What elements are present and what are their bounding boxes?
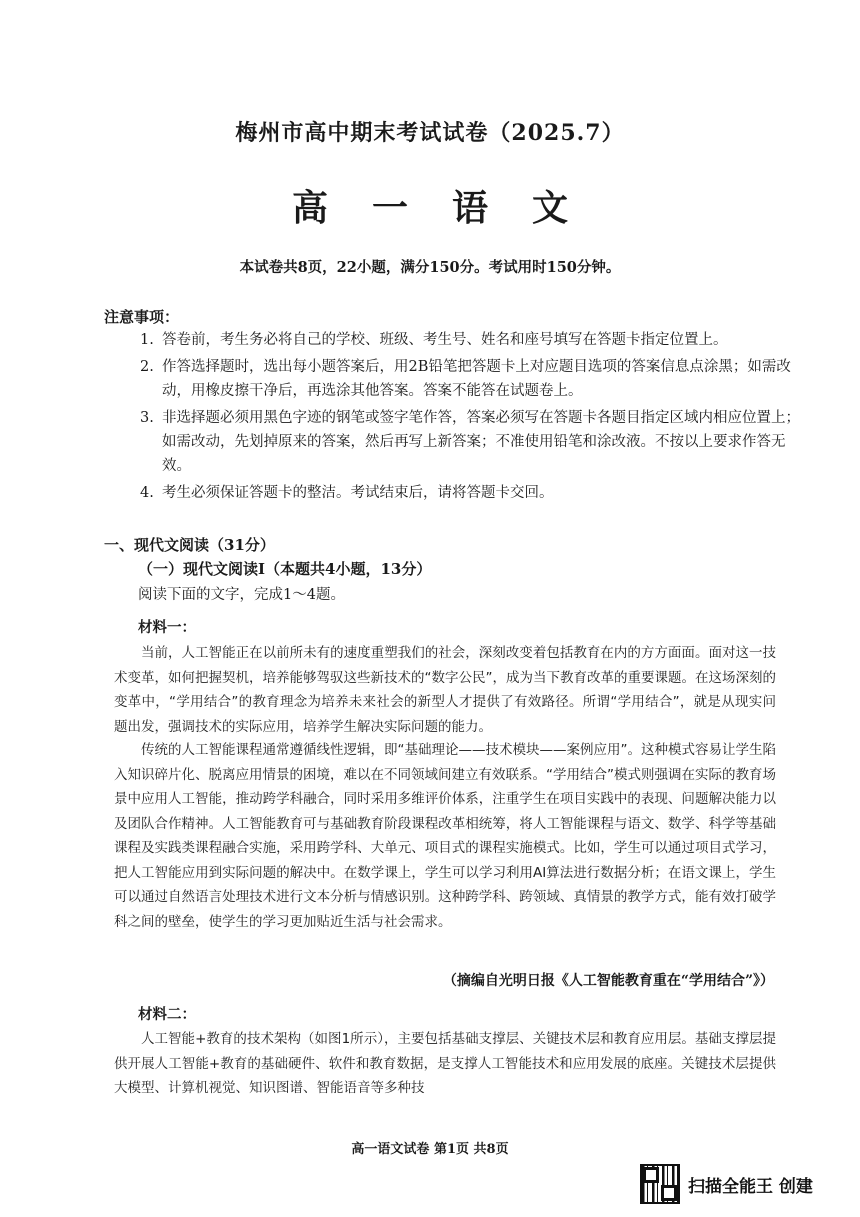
material-2-title: 材料二： [138,1006,196,1023]
subject-char: 一 [371,187,408,229]
exam-title: 梅州市高中期末考试试卷（2025.7） [235,120,625,146]
note-text: 非选择题必须用黑色字迹的钢笔或签字笔作答，答案必须写在答题卡各题目指定区域内相应位置上；如需改动，先划掉原来的答案，然后再写上新答案；不准使用铅笔和涂改液。不按以上要求作答无效。 [162,410,800,474]
exam-info: 本试卷共8页，22小题，满分150分。考试用时150分钟。 [239,259,621,276]
scanner-watermark [640,1164,813,1204]
note-text: 作答选择题时，选出每小题答案后，用2B铅笔把答题卡上对应题目选项的答案信息点涂黑；如需改动，用橡皮擦干净后，再选涂其他答案。答案不能答在试题卷上。 [162,359,791,399]
subject-char: 文 [532,187,569,229]
note-item [140,481,800,505]
section-title: 一、现代文阅读（31分） [104,536,275,554]
note-number: 1. [140,332,154,348]
page-footer: 高一语文试卷 第1页 共8页 [351,1142,509,1157]
material-1-source: （摘编自光明日报《人工智能教育重在“学用结合”》） [442,973,774,989]
material-1-paragraph-2: 传统的人工智能课程通常遵循线性逻辑，即“基础理论——技术模块——案例应用”。这种模式容易让学生陷入知识碎片化、脱离应用情景的困境，难以在不同领域间建立有效联系。“学用结合”模式则强调在实际的教育场景中应用人工智能，推动跨学科融合，同时采用多维评价体系，注重学生在项目实践中的表现、问题解决能力以及团队合作精神。人工智能教育可与基础教育阶段课程改革相统筹，将人工智能课程与语文、数学、科学等基础课程及实践类课程融合实施，采用跨学科、大单元、项目式的课程实施模式。比如，学生可以通过项目式学习，把人工智能应用到实际问题的解决中。在数学课上，学生可以学习利用AI算法进行数据分析；在语文课上，学生可以通过自然语言处理技术进行文本分析与情感识别。这种跨学科、跨领域、真情景的教学方式，能有效打破学科之间的壁垒，使学生的学习更加贴近生活与社会需求。 [114,742,776,930]
note-item [140,406,800,478]
material-1-paragraph-1: 当前，人工智能正在以前所未有的速度重塑我们的社会，深刻改变着包括教育在内的方方面面。面对这一技术变革，如何把握契机，培养能够驾驭这些新技术的“数字公民”，成为当下教育改革的重要课题。在这场深刻的变革中，“学用结合”的教育理念为培养未来社会的新型人才提供了有效路径。所谓“学用结合”，就是从现实问题出发，强调技术的实际应用，培养学生解决实际问题的能力。 [114,645,776,735]
note-item [140,355,800,403]
note-number: 2. [140,359,154,375]
scanner-text: 扫描全能王 创建 [688,1176,813,1197]
material-2-paragraph-1: 人工智能+教育的技术架构（如图1所示），主要包括基础支撑层、关键技术层和教育应用层。基础支撑层提供开展人工智能+教育的基础硬件、软件和教育数据，是支撑人工智能技术和应用发展的底座。关键技术层提供大模型、计算机视觉、知识图谱、智能语音等多种技 [114,1031,776,1096]
note-item [140,328,800,352]
qr-code-icon [640,1164,680,1204]
note-text: 答卷前，考生务必将自己的学校、班级、考生号、姓名和座号填写在答题卡指定位置上。 [162,332,728,348]
subject-title [0,180,860,231]
subject-char: 高 [291,187,328,229]
notes-title: 注意事项： [104,308,180,326]
note-text: 考生必须保证答题卡的整洁。考试结束后，请将答题卡交回。 [162,485,554,501]
notes-list [140,328,800,508]
note-number: 4. [140,485,154,501]
reading-instruction: 阅读下面的文字，完成1～4题。 [138,587,345,603]
subsection-title: （一）现代文阅读Ⅰ（本题共4小题，13分） [138,560,432,578]
material-1-title: 材料一： [138,619,196,636]
subject-char: 语 [452,187,489,229]
note-number: 3. [140,410,154,426]
